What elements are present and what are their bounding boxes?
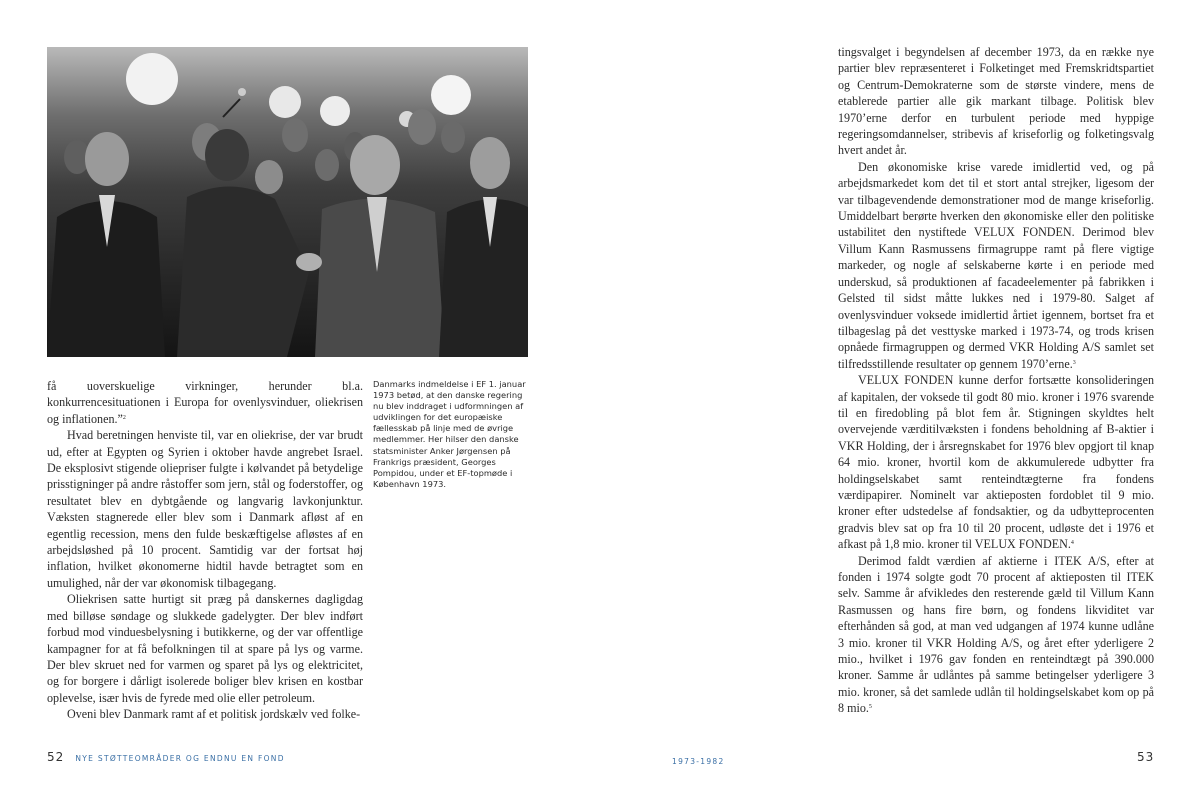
left-page-number: 52 xyxy=(47,750,65,764)
right-text-column xyxy=(838,44,1154,717)
handshake-photo-icon xyxy=(47,47,528,357)
paragraph: Hvad beretningen henviste til, var en oliekrise, der var brudt ud, efter at Egypten og Syrien i oktober havde angrebet Israel. De eksplosivt stigende oliepriser fulgte i kølvandet på betydelige prisstigninger på andre råstoffer som jern, stål og foderstoffer, og resultatet blev en dybtgående og langvarig lavkonjunktur. Væksten stagnerede eller blev som i Danmark afløst af en egentlig recession, mens den fulde beskæftigelse afløstes af en arbejdsløshed på 10 procent. Samtidig var der fortsat høj inflation, hvilket økonomerne hidtil havde betragtet som en umulighed, når der var økonomisk tilbagegang. xyxy=(47,428,363,590)
left-text-column xyxy=(47,378,363,723)
right-page-number: 53 xyxy=(1137,750,1155,764)
historical-photo xyxy=(47,47,528,357)
paragraph: VELUX FONDEN kunne derfor fortsætte konsolideringen af kapitalen, der voksede til godt 80 mio. kroner i 1976 svarende til en firedobling på blot fem år. Stigningen skyldtes helt overvejende værditilvæksten i fondens beholdning af B-aktier i VKR Holding, der i årsregnskabet for 1976 blev opgjort til knap 64 mio. kroner, hvortil kom de akkumulerede udbytter fra holdingselskabet samt renteindtægterne fra fondens værdipapirer. Nominelt var aktieposten fordoblet til 9 mio. kroner efter udstedelse af fondsaktier, og da udbytteprocenten gradvis blev sat op fra 10 til 20 procent, udløste det i 1976 et afkast på 1,8 mio. kroner til VELUX FONDEN.$^4$ xyxy=(838,373,1154,552)
footnote-ref: 2 xyxy=(122,414,126,421)
footnote-ref: 3 xyxy=(1072,359,1076,366)
center-footer xyxy=(672,749,725,768)
running-head-chapter: NYE STØTTEOMRÅDER OG ENDNU EN FOND xyxy=(75,754,285,763)
right-footer xyxy=(1137,746,1154,765)
paragraph: Oliekrisen satte hurtigt sit præg på danskernes dagligdag med billøse søndage og slukkede gadelygter. Der blev indført forbud mod vinduesbelysning i butikkerne, og der var offentlige kampagner for at få befolkningen til at spare på lys og varme. Der blev skruet ned for varmen og sparet på lys og elektricitet, og for borgere i dårligt isolerede boliger blev krisen en kostbar oplevelse, især hvis de fyrede med olie eller petroleum. xyxy=(47,592,363,705)
photo-caption: Danmarks indmeldelse i EF 1. januar 1973 betød, at den danske regering nu blev inddraget i udformningen af udviklingen for det europæiske fællesskab på linje med de øvrige medlemmer. Her hilser den danske statsminister Anker Jørgensen på Frankrigs præsident, Georges Pompidou, under et EF-topmøde i København 1973. xyxy=(373,379,526,489)
paragraph: Den økonomiske krise varede imidlertid ved, og på arbejdsmarkedet kom det til et stort antal strejker, ligesom der var tilbagevendende demonstrationer mod de mange kriseforlig. Umiddelbart berørte hverken den økonomiske eller den politiske ustabilitet den nystiftede VELUX FONDEN. Derimod blev Villum Kann Rasmussens firmagruppe ramt på flere vigtige markeder, og nogle af selskaberne kørte i en periode med underskud, så produktionen af facadeelementer på fabrikken i Gelsted til sidst måtte lukkes ned i 1979-80. Salget af ovenlysvinduer voksede imidlertid årtiet igennem, bortset fra et tilbageslag på det vesttyske marked i 1973-74, og trods krisen opnåede firmagruppen og dermed VKR Holding A/S samlet set tilfredsstillende resultater op gennem 1970’erne.$^3$ xyxy=(838,159,1154,371)
paragraph: få uoverskuelige virkninger, herunder bl.a. konkurrencesituationen i Europa for ovenlysvinduer, oliekrisen og inflationen.”$^2$ xyxy=(47,379,363,426)
paragraph: Oveni blev Danmark ramt af et politisk jordskælv ved folke- xyxy=(67,707,361,722)
running-head-period: 1973-1982 xyxy=(672,757,725,766)
paragraph: Derimod faldt værdien af aktierne i ITEK A/S, efter at fonden i 1974 solgte godt 70 procent af aktieposten til ITEK selv. Samme år afvikledes den resterende gæld til Villum Kann Rasmussen og hans fire børn, og fondens likviditet var efterhånden så god, at man ved udgangen af 1974 kunne udlåne 3 mio. kroner til VKR Holding A/S, og året efter yderligere 2 mio., hvilket i 1976 gav fonden en renteindtægt på 390.000 kroner. Samme år udlåntes på samme betingelser yderligere 3 mio. kroner, så det samlede udlån til holdingselskabet kom op på 8 mio.$^5$ xyxy=(838,553,1154,716)
footnote-ref: 4 xyxy=(1070,540,1074,547)
footnote-ref: 5 xyxy=(868,704,872,711)
paragraph: tingsvalget i begyndelsen af december 1973, da en række nye partier blev repræsenteret i Folketinget med Fremskridtspartiet og Centrum-Demokraterne som de største vindere, mens de etablerede partier alle gik markant tilbage. Politisk blev 1970’erne derfor en turbulent periode med hyppige regeringsomdannelser, stribevis af kriseforlig og folketingsvalg hvert andet år. xyxy=(838,45,1154,158)
left-footer xyxy=(47,746,285,765)
